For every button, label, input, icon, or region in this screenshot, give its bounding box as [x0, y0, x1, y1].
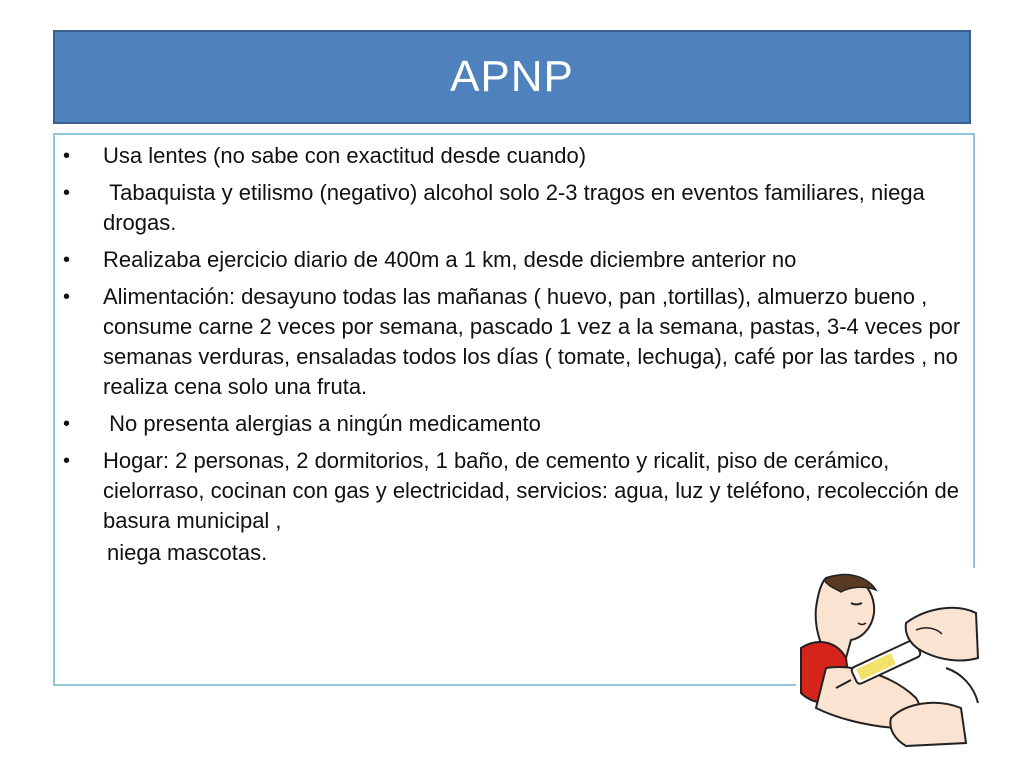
bullet-dot: •: [63, 182, 71, 204]
bullet-text: Alimentación: desayuno todas las mañanas ( huevo, pan ,tortillas), almuerzo bueno , consume carne 2 veces por semana, pascado 1 vez a la semana, pastas, 3-4 veces por semanas verduras, ensaladas todos los días ( tomate, lechuga), café por las tardes , no realiza cena solo una fruta.: [103, 284, 961, 399]
bullet-item-allergies: [55, 409, 963, 439]
slide-title-bar: [53, 30, 971, 124]
bullet-dot: •: [63, 145, 71, 167]
bullet-continuation: niega mascotas.: [107, 540, 268, 565]
bullet-list: [55, 135, 973, 536]
bullet-dot: •: [63, 450, 71, 472]
bullet-item-home: [55, 446, 963, 536]
bullet-text: Realizaba ejercicio diario de 400m a 1 km, desde diciembre anterior no: [103, 247, 797, 272]
bullet-text: Tabaquista y etilismo (negativo) alcohol solo 2-3 tragos en eventos familiares, niega drogas.: [103, 180, 931, 235]
bullet-item-glasses: [55, 141, 963, 171]
bullet-item-exercise: [55, 245, 963, 275]
bullet-dot: •: [63, 286, 71, 308]
bullet-text: Hogar: 2 personas, 2 dormitorios, 1 baño, de cemento y ricalit, piso de cerámico, cielorraso, cocinan con gas y electricidad, servicios: agua, luz y teléfono, recolección de basura municipal ,: [103, 448, 960, 533]
vaccination-injection-icon: [796, 568, 982, 752]
bullet-text: No presenta alergias a ningún medicamento: [103, 411, 541, 436]
bullet-dot: •: [63, 413, 71, 435]
bullet-item-smoking: [55, 178, 963, 238]
bullet-text: Usa lentes (no sabe con exactitud desde cuando): [103, 143, 587, 168]
slide-title: APNP: [450, 52, 574, 101]
bullet-dot: •: [63, 249, 71, 271]
bullet-item-diet: [55, 282, 963, 402]
